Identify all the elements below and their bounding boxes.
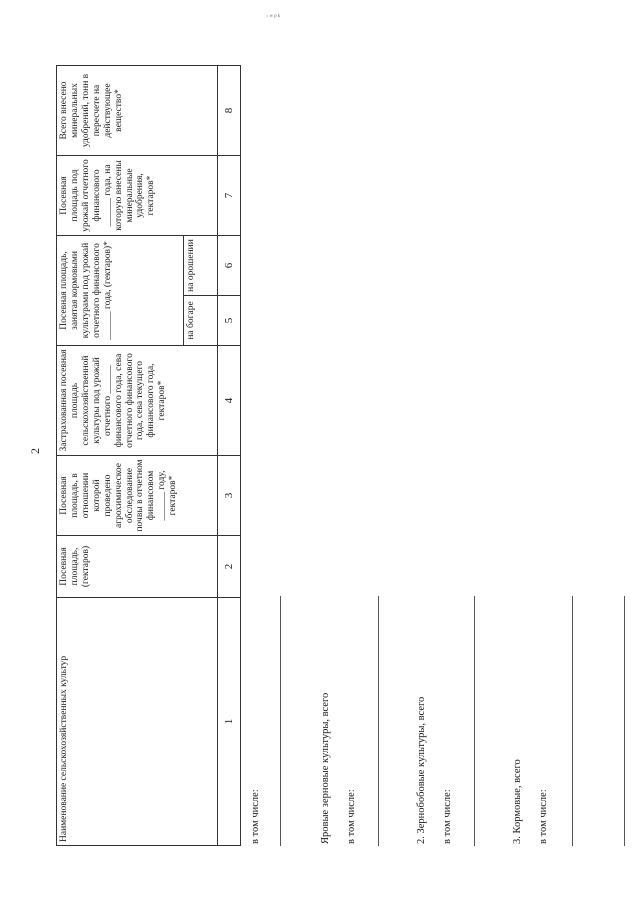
col-number-3: 3 [218, 456, 241, 536]
header-insured-area: Застрахованная посевная площадь сельскохозяйственной культуры под урожай отчетного ______ финансового года, сева отчетного финансового года, сева текущего финансового года, гектаров* [57, 346, 218, 456]
row-label-sub3: в том числе: [442, 789, 453, 844]
row-divider [280, 596, 281, 846]
row-label-fodder: 3. Кормовые, всего [512, 759, 523, 844]
header-fertilized-area: Посевная площадь под урожай отчетного финансового ______ года, на которую внесены минеральные удобрения, гектаров* [57, 156, 218, 236]
form-table [56, 65, 241, 846]
header-sown-area: Посевная площадь, (гектаров) [57, 536, 218, 598]
row-label-sub4: в том числе: [538, 789, 549, 844]
form-table-wrapper [56, 66, 241, 846]
header-dryland: на богаре [184, 296, 218, 346]
header-fertilizer-total: Всего внесено минеральных удобрений, тонн в пересчете на действующее вещество* [57, 66, 218, 156]
row-labels-area [250, 66, 640, 846]
col-number-8: 8 [218, 66, 241, 156]
header-crop-name: Наименование сельскохозяйственных культур [57, 598, 218, 846]
row-label-legumes: 2. Зернобобовые культуры, всего [416, 696, 427, 844]
col-number-4: 4 [218, 346, 241, 456]
row-divider [474, 596, 475, 846]
row-divider [572, 596, 573, 846]
row-label-sub1: в том числе: [250, 789, 261, 844]
row-divider [378, 596, 379, 846]
col-number-2: 2 [218, 536, 241, 598]
header-irrigated: на орошении [184, 236, 218, 296]
col-number-7: 7 [218, 156, 241, 236]
row-label-spring-grain: Яровые зерновые культуры, всего [320, 692, 331, 844]
col-number-5: 5 [218, 296, 241, 346]
page-number: 2 [28, 448, 42, 454]
header-agrochem-area: Посевная площадь, в отношении которой проведено агрохимическое обследование почвы в отчетном финансовом ______ году, гектаров* [57, 456, 218, 536]
row-divider [624, 596, 625, 846]
col-number-6: 6 [218, 236, 241, 296]
row-label-sub2: в том числе: [346, 789, 357, 844]
scan-mark: ·ʷᵖᵏ [266, 12, 282, 21]
header-fodder-area: Посевная площадь, занятая кормовыми культурами под урожай отчетного финансового ______ года, (гектаров)* [57, 236, 184, 346]
col-number-1: 1 [218, 598, 241, 846]
